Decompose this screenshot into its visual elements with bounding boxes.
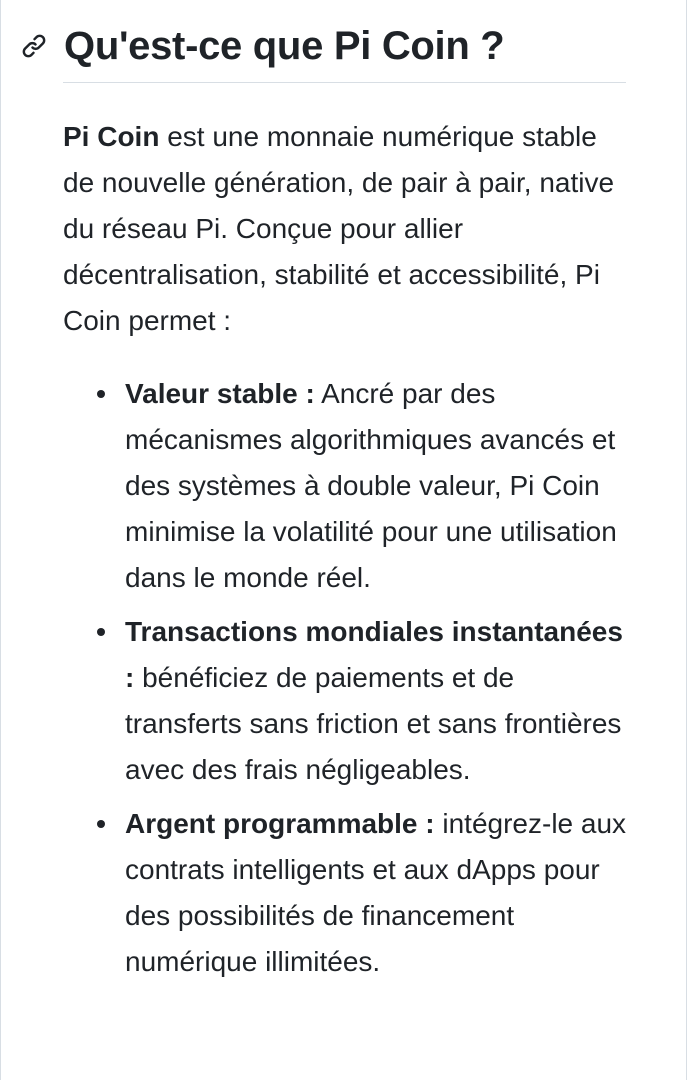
link-icon[interactable] [18, 30, 50, 62]
list-item [63, 801, 629, 985]
feature-title: Argent programmable : [125, 808, 435, 839]
intro-bold-text: Pi Coin [63, 121, 160, 152]
intro-text: est une monnaie numérique stable de nouvelle génération, de pair à pair, native du réseau Pi. Conçue pour allier décentralisation, stabilité et accessibilité, Pi Coin permet : [63, 121, 615, 336]
article-content [63, 114, 629, 993]
feature-list [63, 371, 629, 985]
heading-divider [63, 82, 626, 83]
list-item [63, 371, 629, 601]
feature-description: intégrez-le aux contrats intelligents et aux dApps pour des possibilités de financement numérique illimitées. [125, 808, 627, 977]
section-heading [18, 10, 628, 82]
list-item [63, 609, 629, 793]
feature-title: Transactions mondiales instantanées : [125, 616, 623, 693]
intro-paragraph [63, 114, 629, 344]
feature-description: bénéficiez de paiements et de transferts sans friction et sans frontières avec des frais négligeables. [125, 662, 622, 785]
page-title: Qu'est-ce que Pi Coin ? [64, 24, 505, 68]
link-icon [21, 33, 47, 59]
feature-title: Valeur stable : [125, 378, 315, 409]
feature-description: Ancré par des mécanismes algorithmiques avancés et des systèmes à double valeur, Pi Coin minimise la volatilité pour une utilisation dans le monde réel. [125, 378, 617, 593]
